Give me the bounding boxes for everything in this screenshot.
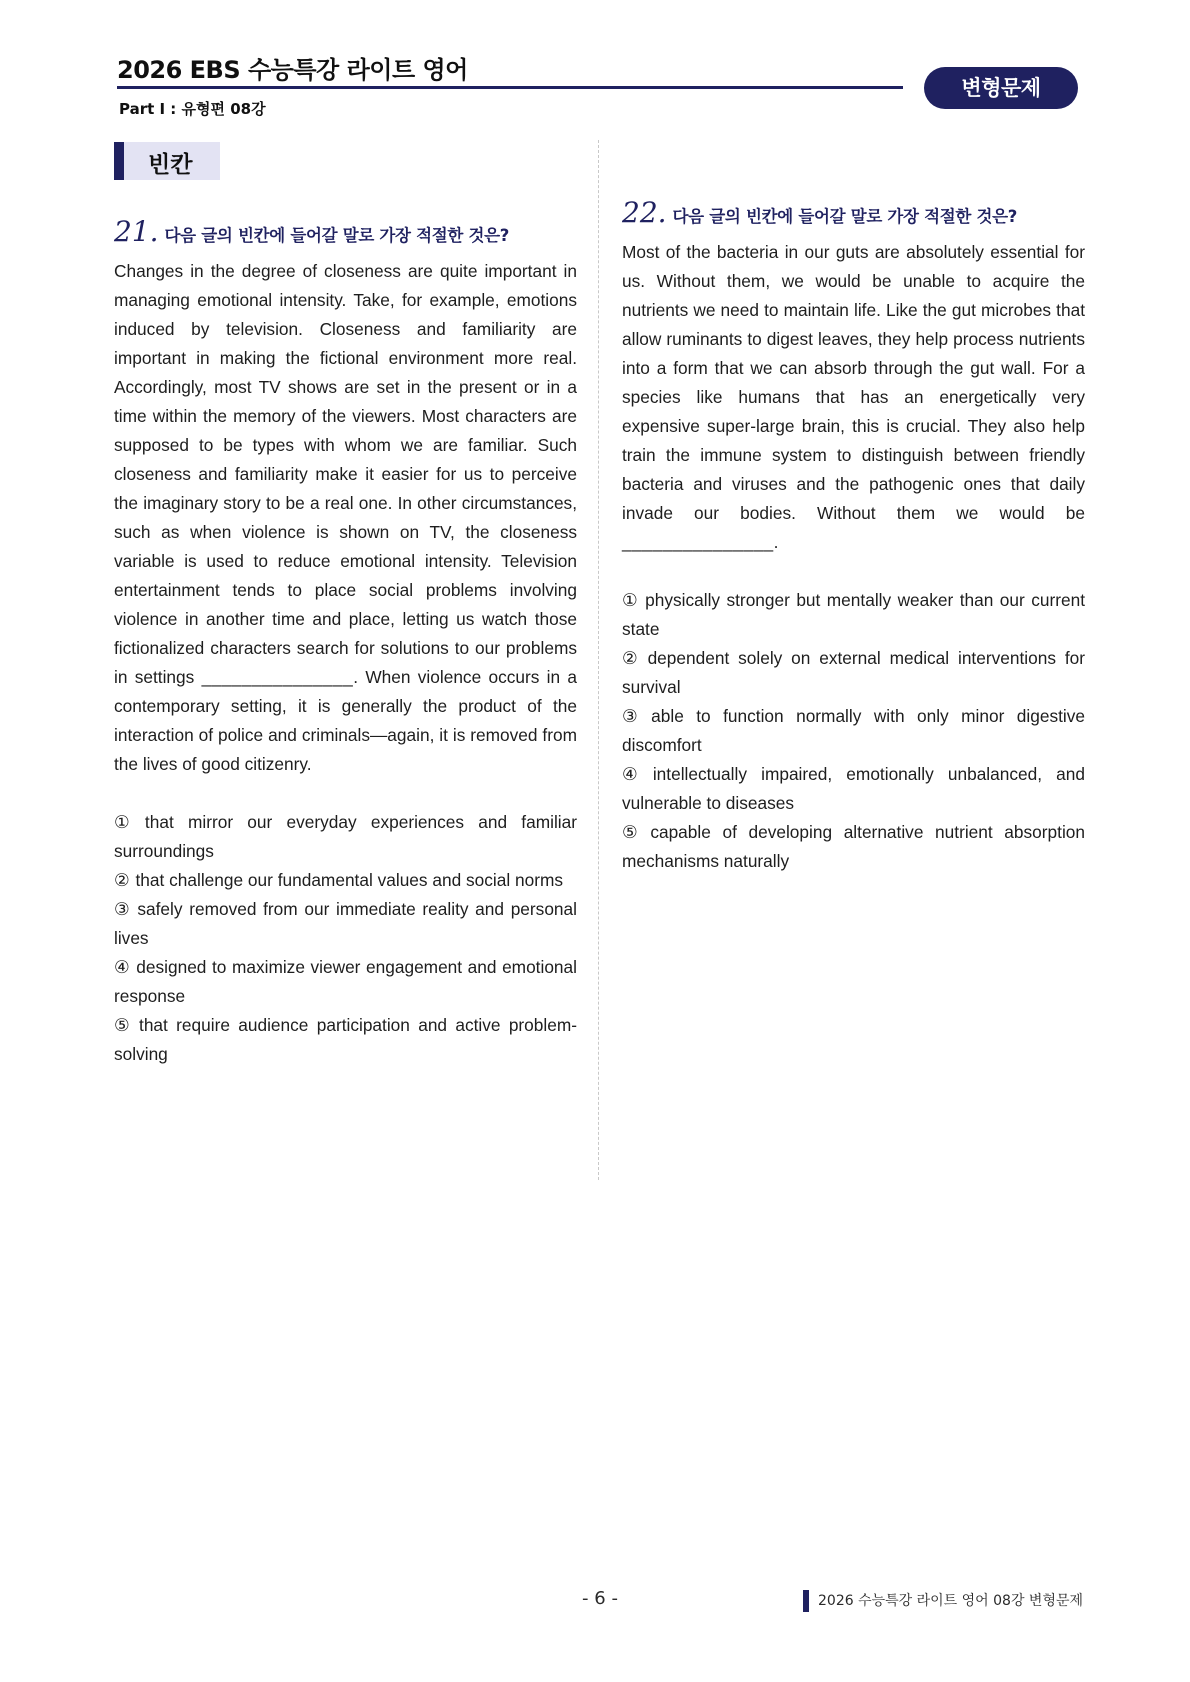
choice-marker: ② — [114, 870, 130, 890]
question-22-number: 22. — [622, 196, 667, 229]
question-21-passage — [114, 257, 577, 779]
question-21-header — [114, 215, 577, 251]
question-21-prompt: 다음 글의 빈칸에 들어갈 말로 가장 적절한 것은? — [164, 226, 510, 245]
question-22-prompt: 다음 글의 빈칸에 들어갈 말로 가장 적절한 것은? — [672, 207, 1018, 226]
header-badge: 변형문제 — [924, 67, 1078, 109]
section-label — [114, 142, 220, 180]
header-rule — [117, 86, 903, 89]
question-22-choices — [622, 586, 1085, 876]
question-21-passage-after: . When violence occurs in a contemporary setting, it is generally the product of the interaction of police and criminals—again, it is removed from the lives of good citizenry. — [114, 667, 577, 774]
choice-text: that require audience participation and active problem-solving — [114, 1015, 578, 1064]
choice-item[interactable] — [114, 953, 577, 1011]
question-22 — [622, 196, 1085, 876]
choice-text: dependent solely on external medical interventions for survival — [622, 648, 1085, 697]
question-21-passage-before: Changes in the degree of closeness are quite important in managing emotional intensity. Take, for example, emotions induced by television. Closeness and familiarity are important in making the fictional environment more real. Accordingly, most TV shows are set in the present or in a time within the memory of the viewers. Most characters are supposed to be types with whom we are familiar. Such closeness and familiarity make it easier for us to perceive the imaginary story to be a real one. In other circumstances, such as when violence is shown on TV, the closeness variable is used to reduce emotional intensity. Television entertainment tends to place social problems involving violence in another time and place, letting us watch those fictionalized characters search for solutions to our problems in settings — [114, 261, 577, 687]
choice-item[interactable] — [622, 644, 1085, 702]
choice-marker: ③ — [114, 899, 132, 919]
choice-marker: ③ — [622, 706, 646, 726]
choice-item[interactable] — [622, 760, 1085, 818]
header-title: 2026 EBS 수능특강 라이트 영어 — [117, 56, 468, 84]
choice-item[interactable] — [114, 808, 577, 866]
choice-marker: ① — [114, 812, 139, 832]
question-21-blank: _______________ — [201, 667, 354, 687]
choice-item[interactable] — [622, 818, 1085, 876]
question-22-passage — [622, 238, 1085, 557]
choice-item[interactable] — [622, 702, 1085, 760]
header-part: Part Ⅰ : 유형편 08강 — [119, 100, 266, 118]
choice-text: that mirror our everyday experiences and familiar surroundings — [114, 812, 577, 861]
section-label-text: 빈칸 — [148, 152, 193, 178]
choice-marker: ② — [622, 648, 642, 668]
choice-text: able to function normally with only minor digestive discomfort — [622, 706, 1085, 755]
question-21 — [114, 215, 577, 1069]
choice-text: designed to maximize viewer engagement and emotional response — [114, 957, 577, 1006]
question-22-header — [622, 196, 1085, 232]
question-22-passage-after: . — [773, 532, 779, 552]
choice-item[interactable] — [114, 895, 577, 953]
choice-item[interactable] — [114, 866, 577, 895]
question-22-blank: _______________ — [622, 532, 774, 552]
choice-item[interactable] — [114, 1011, 577, 1069]
choice-text: physically stronger but mentally weaker than our current state — [622, 590, 1085, 639]
question-21-number: 21. — [114, 215, 159, 248]
choice-text: that challenge our fundamental values and social norms — [135, 870, 563, 890]
question-22-passage-before: Most of the bacteria in our guts are absolutely essential for us. Without them, we would be unable to acquire the nutrients we need to maintain life. Like the gut microbes that allow ruminants to digest leaves, they help process nutrients into a form that we can absorb through the gut wall. For a species like humans that has an energetically very expensive super-large brain, this is crucial. They also help train the immune system to distinguish between friendly bacteria and viruses and the pathogenic ones that daily invade our bodies. Without them we would be — [622, 242, 1085, 523]
question-21-choices — [114, 808, 577, 1069]
column-divider — [598, 140, 599, 1180]
choice-item[interactable] — [622, 586, 1085, 644]
footer-label: 2026 수능특강 라이트 영어 08강 변형문제 — [803, 1590, 1083, 1612]
choice-marker: ④ — [622, 764, 647, 784]
choice-text: capable of developing alternative nutrient absorption mechanisms naturally — [622, 822, 1085, 871]
choice-text: intellectually impaired, emotionally unbalanced, and vulnerable to diseases — [622, 764, 1085, 813]
choice-marker: ④ — [114, 957, 131, 977]
choice-text: safely removed from our immediate reality and personal lives — [114, 899, 577, 948]
choice-marker: ① — [622, 590, 640, 610]
choice-marker: ⑤ — [114, 1015, 134, 1035]
choice-marker: ⑤ — [622, 822, 645, 842]
page-number: - 6 - — [582, 1588, 618, 1609]
